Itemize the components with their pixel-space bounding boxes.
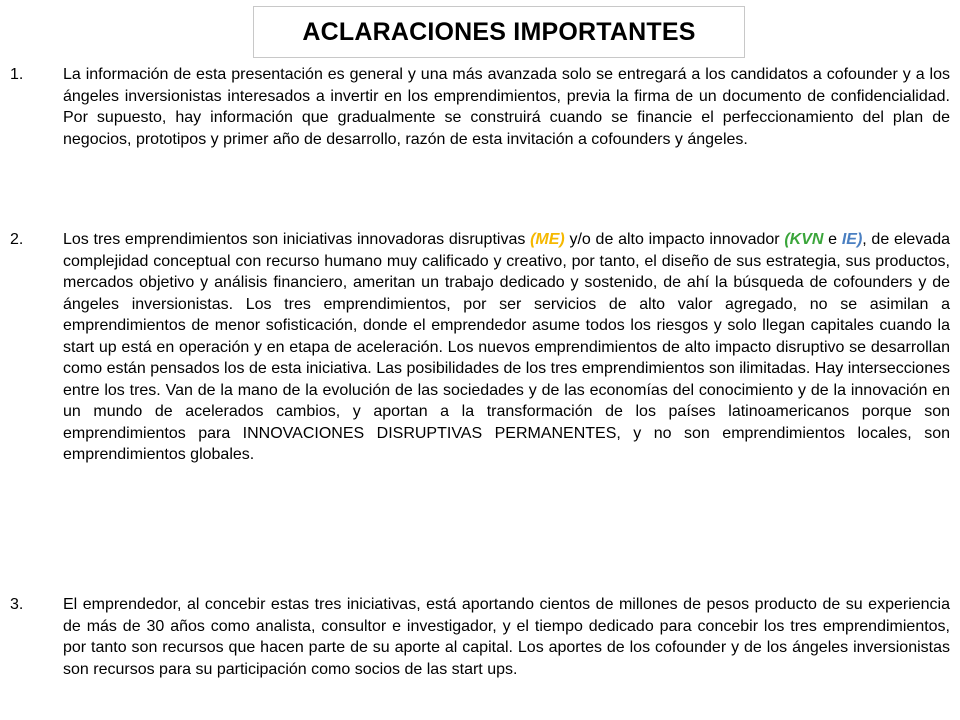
- item-number: 2.: [10, 231, 24, 248]
- paren-close: ): [856, 231, 863, 248]
- item-text-part-b: y/o de alto impacto innovador: [564, 231, 785, 248]
- me-tag: (ME): [530, 231, 565, 248]
- page-title: ACLARACIONES IMPORTANTES: [302, 17, 696, 46]
- item-text-part-c: , de elevada complejidad conceptual con recurso humano muy calificado y creativo, por tanto, el diseño de sus estrategia, sus productos, mercados objetivo y análisis financiero, ameritan un trabajo dedicado y sostenido, de ahí la búsqueda de cofounders y de ángeles inversionistas. Los tres emprendimientos, por ser servicios de alto valor agregado, no se asimilan a emprendimientos de menor sofisticación, donde el emprendedor asume todos los riesgos y solo llegan capitales cuando la start up está en operación y en etapa de aceleración. Los nuevos emprendimientos de alto impacto disruptivo se desarrollan como están pensados los de esta iniciativa. Las posibilidades de los tres emprendimientos son ilimitadas. Hay intersecciones entre los tres. Van de la mano de la evolución de las sociedades y de las economías del conocimiento y de la innovación en un mundo de acelerados cambios, y aportan a la transformación de los países latinoamericanos porque son emprendimientos para INNOVACIONES DISRUPTIVAS PERMANENTES, y no son emprendimientos locales, son emprendimientos globales.: [63, 231, 951, 463]
- item-text-part-a: Los tres emprendimientos son iniciativas innovadoras disruptivas: [63, 231, 531, 248]
- kvn-tag: KVN: [789, 231, 824, 248]
- item-number: 3.: [10, 596, 24, 613]
- item-number: 1.: [10, 66, 24, 83]
- ie-tag: IE: [841, 231, 857, 248]
- item-text: [63, 229, 950, 466]
- and-word: e: [823, 231, 842, 248]
- item-text: La información de esta presentación es general y una más avanzada solo se entregará a los candidatos a cofounder y a los ángeles inversionistas interesados a invertir en los emprendimientos, previa la firma de un documento de confidencialidad. Por supuesto, hay información que gradualmente se construirá cuando se financie el perfeccionamiento del plan de negocios, prototipos y primer año de desarrollo, razón de esta invitación a cofounders y ángeles.: [63, 66, 950, 148]
- item-text: El emprendedor, al concebir estas tres iniciativas, está aportando cientos de millones de pesos producto de su experiencia de más de 30 años como analista, consultor e investigador, y el tiempo dedicado para concebir los tres emprendimientos, por tanto son recursos que hacen parte de su aporte al capital. Los aportes de los cofounder y de los ángeles inversionistas son recursos para su participación como socios de las start ups.: [63, 596, 950, 678]
- title-box: [253, 6, 745, 58]
- paren-open: (: [784, 231, 790, 248]
